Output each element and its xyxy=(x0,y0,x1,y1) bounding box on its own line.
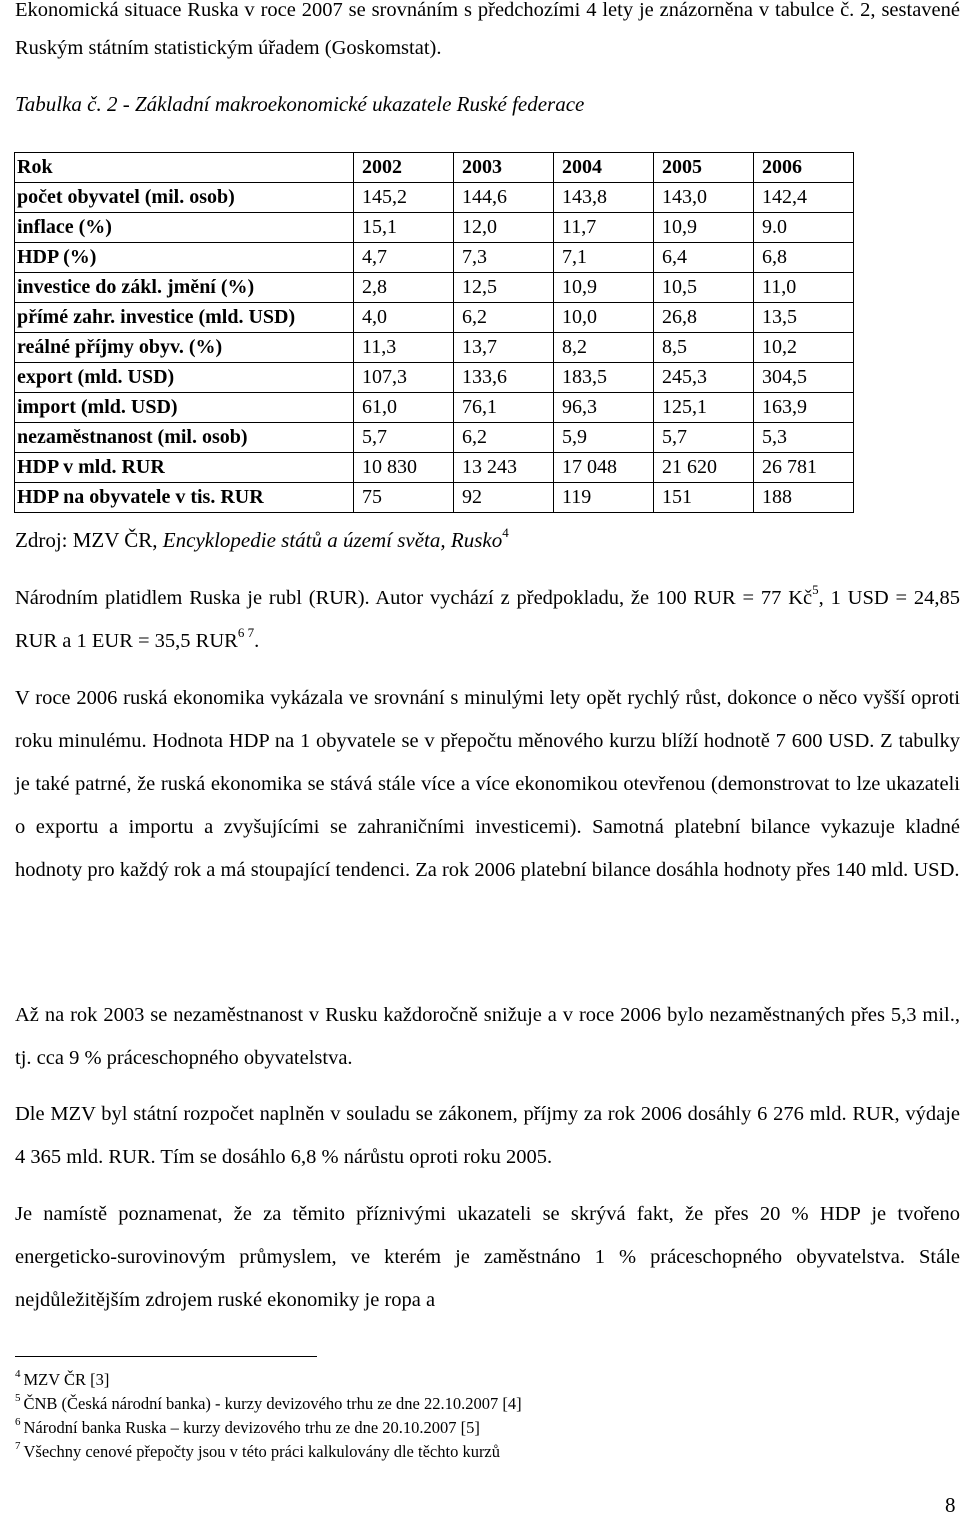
table-header-cell: 2006 xyxy=(754,153,854,183)
table-row xyxy=(15,333,854,363)
table-cell: 21 620 xyxy=(654,453,754,483)
table-cell: 8,5 xyxy=(654,333,754,363)
table-cell: 10,0 xyxy=(554,303,654,333)
table-cell: 5,7 xyxy=(354,423,454,453)
footnote xyxy=(15,1441,500,1463)
footnote-ref: 6 7 xyxy=(237,625,255,641)
table-cell: 13,7 xyxy=(454,333,554,363)
row-label: investice do zákl. jmění (%) xyxy=(15,273,354,303)
table-cell: 12,0 xyxy=(454,213,554,243)
source-prefix: Zdroj: MZV ČR, xyxy=(15,528,163,552)
table-header-cell: 2005 xyxy=(654,153,754,183)
row-label: HDP na obyvatele v tis. RUR xyxy=(15,483,354,513)
footnote xyxy=(15,1393,522,1415)
footnote-text: Národní banka Ruska – kurzy devizového trhu ze dne 20.10.2007 [5] xyxy=(23,1418,480,1437)
table-cell: 6,2 xyxy=(454,423,554,453)
table-cell: 144,6 xyxy=(454,183,554,213)
footnote-number: 6 xyxy=(15,1415,21,1428)
table-cell: 26 781 xyxy=(754,453,854,483)
table-cell: 11,3 xyxy=(354,333,454,363)
row-label: inflace (%) xyxy=(15,213,354,243)
row-label: import (mld. USD) xyxy=(15,393,354,423)
table-row xyxy=(15,363,854,393)
table-cell: 4,0 xyxy=(354,303,454,333)
table-cell: 6,4 xyxy=(654,243,754,273)
row-label: HDP v mld. RUR xyxy=(15,453,354,483)
table-header-cell: 2004 xyxy=(554,153,654,183)
table-cell: 2,8 xyxy=(354,273,454,303)
table-cell: 76,1 xyxy=(454,393,554,423)
body-paragraph: Až na rok 2003 se nezaměstnanost v Rusku každoročně snižuje a v roce 2006 bylo nezaměstnaných přes 5,3 mil., tj. cca 9 % práceschopného obyvatelstva. xyxy=(15,1004,960,1069)
table-cell: 92 xyxy=(454,483,554,513)
table-cell: 151 xyxy=(654,483,754,513)
footnote-divider xyxy=(15,1356,317,1357)
currency-text: Národním platidlem Ruska je rubl (RUR). Autor vychází z předpokladu, že 100 RUR = 77 Kč xyxy=(15,587,813,609)
table-cell: 6,2 xyxy=(454,303,554,333)
table-cell: 15,1 xyxy=(354,213,454,243)
footnote-number: 7 xyxy=(15,1439,21,1452)
table-source xyxy=(15,525,509,553)
table-cell: 11,0 xyxy=(754,273,854,303)
table-cell: 10,2 xyxy=(754,333,854,363)
table-cell: 7,3 xyxy=(454,243,554,273)
table-row xyxy=(15,213,854,243)
table-header-row xyxy=(15,153,854,183)
table-cell: 8,2 xyxy=(554,333,654,363)
currency-text: . xyxy=(254,630,260,652)
currency-paragraph xyxy=(15,577,960,663)
footnote-text: Všechny cenové přepočty jsou v této práci kalkulovány dle těchto kurzů xyxy=(23,1442,501,1461)
footnote-number: 5 xyxy=(15,1391,21,1404)
row-label: HDP (%) xyxy=(15,243,354,273)
footnote-ref: 4 xyxy=(502,525,509,540)
table-cell: 142,4 xyxy=(754,183,854,213)
row-label: reálné příjmy obyv. (%) xyxy=(15,333,354,363)
table-caption: Tabulka č. 2 - Základní makroekonomické ukazatele Ruské federace xyxy=(15,92,585,116)
body-paragraph: Dle MZV byl státní rozpočet naplněn v souladu se zákonem, příjmy za rok 2006 dosáhly 6 276 mld. RUR, výdaje 4 365 mld. RUR. Tím se dosáhlo 6,8 % nárůstu oproti roku 2005. xyxy=(15,1103,960,1168)
table-cell: 245,3 xyxy=(654,363,754,393)
row-label: přímé zahr. investice (mld. USD) xyxy=(15,303,354,333)
table-cell: 5,9 xyxy=(554,423,654,453)
table-cell: 61,0 xyxy=(354,393,454,423)
table-cell: 17 048 xyxy=(554,453,654,483)
row-label: počet obyvatel (mil. osob) xyxy=(15,183,354,213)
table-cell: 9.0 xyxy=(754,213,854,243)
source-title: Encyklopedie států a území světa, Rusko xyxy=(162,528,503,552)
table-cell: 13,5 xyxy=(754,303,854,333)
footnote-ref: 5 xyxy=(812,582,819,598)
footnote-number: 4 xyxy=(15,1367,21,1380)
table-cell: 119 xyxy=(554,483,654,513)
table-cell: 10 830 xyxy=(354,453,454,483)
table-cell: 10,9 xyxy=(654,213,754,243)
table-cell: 143,8 xyxy=(554,183,654,213)
table-cell: 75 xyxy=(354,483,454,513)
currency-text: , 1 USD = 24,85 RUR a 1 EUR = 35,5 RUR xyxy=(15,587,960,652)
footnote-text: ČNB (Česká národní banka) - kurzy devizového trhu ze dne 22.10.2007 [4] xyxy=(23,1394,522,1413)
table-cell: 96,3 xyxy=(554,393,654,423)
table-row xyxy=(15,453,854,483)
table-cell: 133,6 xyxy=(454,363,554,393)
table-cell: 143,0 xyxy=(654,183,754,213)
table-cell: 107,3 xyxy=(354,363,454,393)
intro-paragraph: Ekonomická situace Ruska v roce 2007 se srovnáním s předchozími 4 lety je znázorněna v tabulce č. 2, sestavené Ruským státním statistickým úřadem (Goskomstat). xyxy=(15,0,960,59)
table-row xyxy=(15,273,854,303)
table-header-cell: 2002 xyxy=(354,153,454,183)
row-label: export (mld. USD) xyxy=(15,363,354,393)
table-cell: 163,9 xyxy=(754,393,854,423)
footnote-text: MZV ČR [3] xyxy=(23,1370,110,1389)
table-cell: 5,7 xyxy=(654,423,754,453)
table-cell: 304,5 xyxy=(754,363,854,393)
table-cell: 11,7 xyxy=(554,213,654,243)
table-row xyxy=(15,183,854,213)
row-label: nezaměstnanost (mil. osob) xyxy=(15,423,354,453)
table-cell: 10,5 xyxy=(654,273,754,303)
table-cell: 26,8 xyxy=(654,303,754,333)
table-cell: 4,7 xyxy=(354,243,454,273)
table-cell: 5,3 xyxy=(754,423,854,453)
table-cell: 7,1 xyxy=(554,243,654,273)
footnote xyxy=(15,1369,109,1391)
table-header-cell: 2003 xyxy=(454,153,554,183)
table-row xyxy=(15,393,854,423)
macro-indicators-table xyxy=(14,152,854,513)
table-row xyxy=(15,243,854,273)
table-cell: 10,9 xyxy=(554,273,654,303)
footnote xyxy=(15,1417,480,1439)
table-cell: 125,1 xyxy=(654,393,754,423)
page-number: 8 xyxy=(945,1493,956,1517)
table-cell: 183,5 xyxy=(554,363,654,393)
table-cell: 188 xyxy=(754,483,854,513)
table-cell: 6,8 xyxy=(754,243,854,273)
body-paragraph: Je namístě poznamenat, že za těmito příznivými ukazateli se skrývá fakt, že přes 20 % HDP je tvořeno energeticko-surovinovým průmyslem, ve kterém je zaměstnáno 1 % práceschopného obyvatelstva. Stále nejdůležitějším zdrojem ruské ekonomiky je ropa a xyxy=(15,1203,960,1311)
table-cell: 145,2 xyxy=(354,183,454,213)
table-row xyxy=(15,483,854,513)
body-paragraph: V roce 2006 ruská ekonomika vykázala ve srovnání s minulými lety opět rychlý růst, dokonce o něco vyšší oproti roku minulému. Hodnota HDP na 1 obyvatele se v přepočtu měnového kurzu blíží hodnotě 7 600 USD. Z tabulky je také patrné, že ruská ekonomika se stává stále více a více ekonomikou otevřenou (demonstrovat to lze ukazateli o exportu a importu a zvyšujícími se zahraničními investicemi). Samotná platební bilance vykazuje kladné hodnoty pro každý rok a má stoupající tendenci. Za rok 2006 platební bilance dosáhla hodnoty přes 140 mld. USD. xyxy=(15,687,960,881)
table-cell: 12,5 xyxy=(454,273,554,303)
table-header-cell: Rok xyxy=(15,153,354,183)
table-row xyxy=(15,303,854,333)
table-cell: 13 243 xyxy=(454,453,554,483)
table-row xyxy=(15,423,854,453)
